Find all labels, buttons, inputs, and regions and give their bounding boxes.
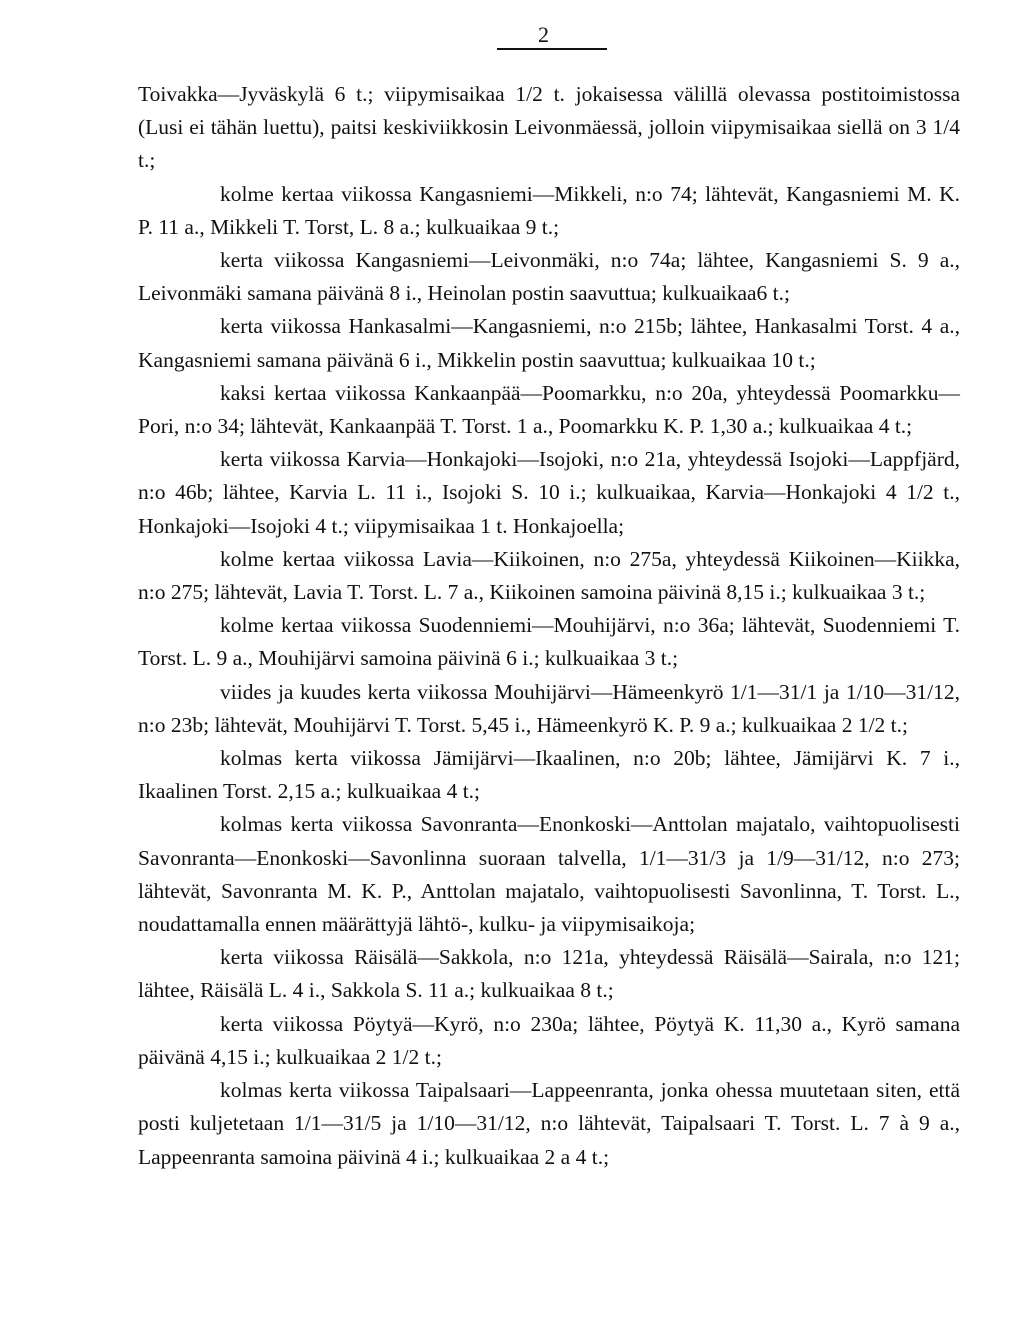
paragraph: Toivakka—Jyväskylä 6 t.; viipymisaikaa 1/2 t. jokaisessa välillä olevassa postitoimistossa (Lusi ei tähän luettu), paitsi keskiviikkosin Leivonmäessä, jolloin viipymisaikaa siellä on 3 1/4 t.; (138, 82, 960, 173)
paragraph: kerta viikossa Pöytyä—Kyrö, n:o 230a; lähtee, Pöytyä K. 11,30 a., Kyrö samana päivänä 4,15 i.; kulkuaikaa 2 1/2 t.; (138, 1011, 960, 1069)
paragraph: kerta viikossa Hankasalmi—Kangasniemi, n:o 215b; lähtee, Hankasalmi Torst. 4 a., Kangasniemi samana päivänä 6 i., Mikkelin postin saavuttua; kulkuaikaa 10 t.; (138, 314, 960, 372)
paragraph: kolmas kerta viikossa Jämijärvi—Ikaalinen, n:o 20b; lähtee, Jämijärvi K. 7 i., Ikaalinen Torst. 2,15 a.; kulkuaikaa 4 t.; (138, 746, 960, 804)
paragraph: kolmas kerta viikossa Taipalsaari—Lappeenranta, jonka ohessa muutetaan siten, että posti kuljetetaan 1/1—31/5 ja 1/10—31/12, n:o lähtevät, Taipalsaari T. Torst. L. 7 à 9 a., Lappeenranta samoina päivinä 4 i.; kulkuaikaa 2 a 4 t.; (138, 1078, 960, 1169)
paragraph: kolme kertaa viikossa Lavia—Kiikoinen, n:o 275a, yhteydessä Kiikoinen—Kiikka, n:o 275; lähtevät, Lavia T. Torst. L. 7 a., Kiikoinen samoina päivinä 8,15 i.; kulkuaikaa 3 t.; (138, 546, 960, 605)
paragraph: viides ja kuudes kerta viikossa Mouhijärvi—Hämeenkyrö 1/1—31/1 ja 1/10—31/12, n:o 23b; lähtevät, Mouhijärvi T. Torst. 5,45 i., Hämeenkyrö K. P. 9 a.; kulkuaikaa 2 1/2 t.; (138, 679, 960, 737)
paragraph: kerta viikossa Karvia—Honkajoki—Isojoki, n:o 21a, yhteydessä Isojoki—Lappfjärd, n:o 46b; lähtee, Karvia L. 11 i., Isojoki S. 10 i.; kulkuaikaa, Karvia—Honkajoki 4 1/2 t., Honkajoki—Isojoki 4 t.; viipymisaikaa 1 t. Honkajoella; (138, 447, 960, 538)
paragraph: kerta viikossa Räisälä—Sakkola, n:o 121a, yhteydessä Räisälä—Sairala, n:o 121; lähtee, Räisälä L. 4 i., Sakkola S. 11 a.; kulkuaikaa 8 t.; (138, 945, 960, 1003)
page-number: 2 (538, 22, 549, 47)
body-text (138, 78, 960, 1174)
paragraph: kolme kertaa viikossa Kangasniemi—Mikkeli, n:o 74; lähtevät, Kangasniemi M. K. P. 11 a., Mikkeli T. Torst, L. 8 a.; kulkuaikaa 9 t.; (138, 181, 960, 239)
paragraph: kaksi kertaa viikossa Kankaanpää—Poomarkku, n:o 20a, yhteydessä Poomarkku—Pori, n:o 34; lähtevät, Kankaanpää T. Torst. 1 a., Poomarkku K. P. 1,30 a.; kulkuaikaa 4 t.; (138, 380, 960, 439)
paragraph: kolme kertaa viikossa Suodenniemi—Mouhijärvi, n:o 36a; lähtevät, Suodenniemi T. Torst. L. 9 a., Mouhijärvi samoina päivinä 6 i.; kulkuaikaa 3 t.; (138, 613, 960, 671)
paragraph: kolmas kerta viikossa Savonranta—Enonkoski—Anttolan majatalo, vaihtopuolisesti Savonranta—Enonkoski—Savonlinna suoraan talvella, 1/1—31/3 ja 1/9—31/12, n:o 273; lähtevät, Savonranta M. K. P., Anttolan majatalo, vaihtopuolisesti Savonlinna, T. Torst. L., noudattamalla ennen määrättyjä lähtö-, kulku- ja viipymisaikoja; (138, 812, 960, 937)
header-rule (497, 48, 607, 50)
paragraph: kerta viikossa Kangasniemi—Leivonmäki, n:o 74a; lähtee, Kangasniemi S. 9 a., Leivonmäki samana päivänä 8 i., Heinolan postin saavuttua; kulkuaikaa6 t.; (138, 248, 960, 306)
